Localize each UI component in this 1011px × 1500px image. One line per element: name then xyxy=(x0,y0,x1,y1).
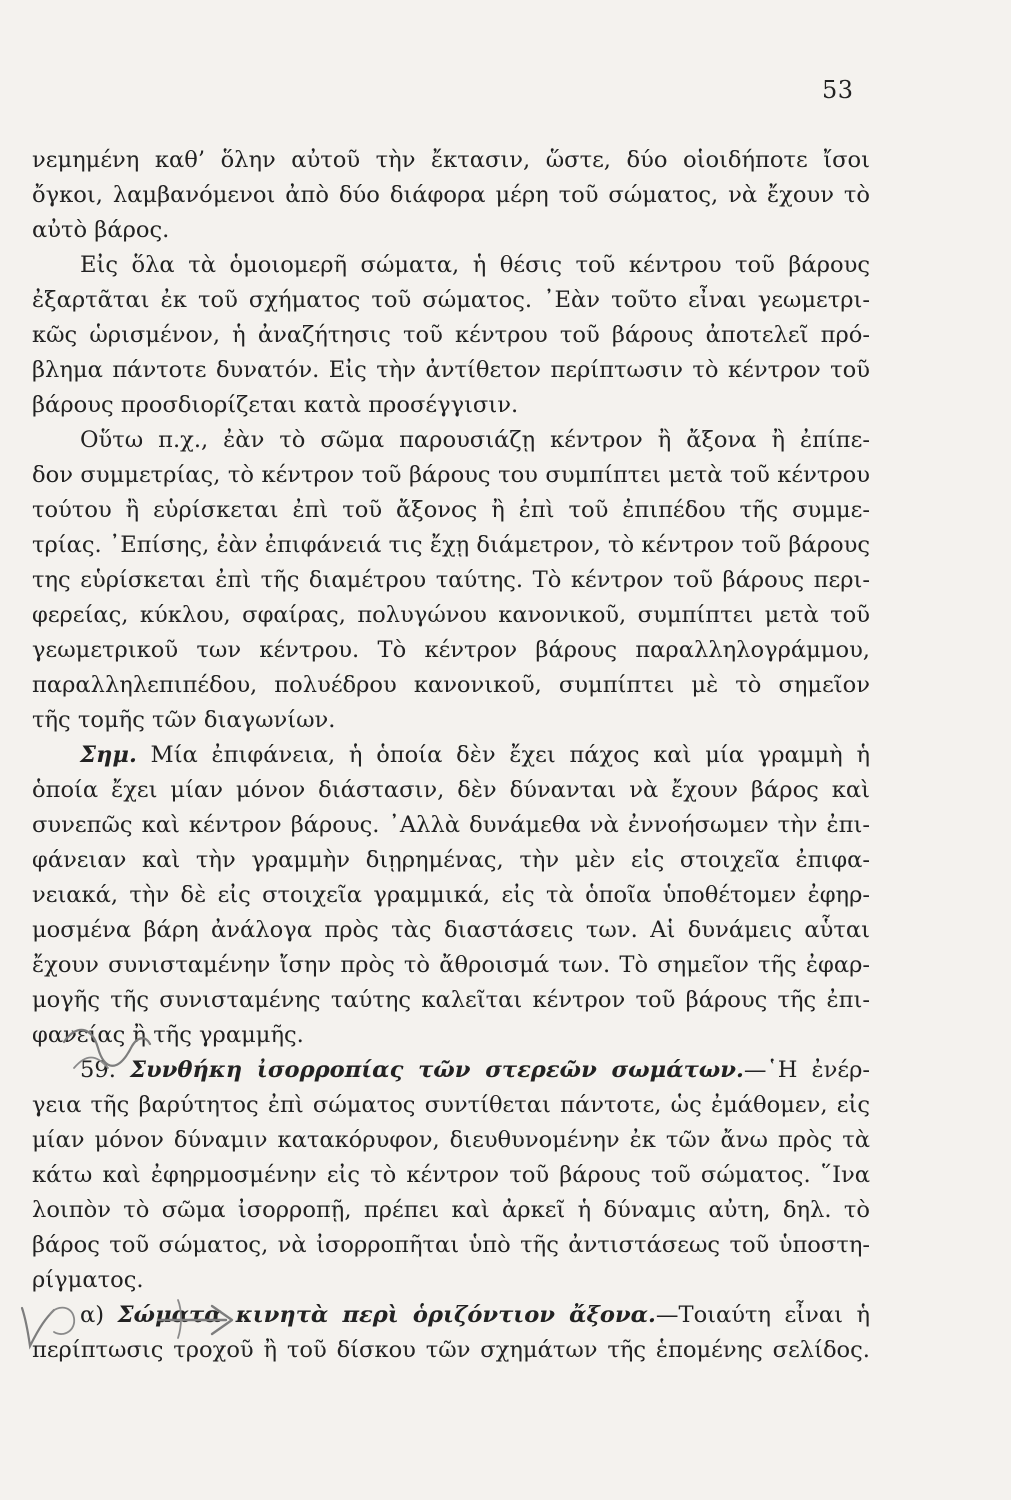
note-label: Σημ. xyxy=(80,742,137,768)
text-line-5: ἐξαρτᾶται ἐκ τοῦ σχήματος τοῦ σώματος. ᾿Εὰν τοῦτο εἶναι γεωμετρι- xyxy=(32,287,870,313)
text-line-7: βλημα πάντοτε δυνατόν. Εἰς τὴν ἀντίθετον περίπτωσιν τὸ κέντρον τοῦ xyxy=(32,357,870,383)
text-line-26: φανείας ἢ τῆς γραμμῆς. xyxy=(32,1022,304,1048)
subsection-number: α) xyxy=(80,1302,118,1328)
text-line-2: ὄγκοι, λαμβανόμενοι ἀπὸ δύο διάφορα μέρη τοῦ σώματος, νὰ ἔχουν τὸ xyxy=(32,182,870,208)
text-line-1: νεμημένη καθ’ ὅλην αὐτοῦ τὴν ἔκτασιν, ὥστε, δύο οἱοιδήποτε ἴσοι xyxy=(32,147,870,173)
subsection-a-line xyxy=(80,1298,870,1332)
section-heading: Συνθήκη ἰσορροπίας τῶν στερεῶν σωμάτων. xyxy=(130,1057,744,1083)
text-line-12: τρίας. ᾿Επίσης, ἐὰν ἐπιφάνειά τις ἔχῃ διάμετρον, τὸ κέντρον τοῦ βάρους xyxy=(32,532,870,558)
text-line-28: γεια τῆς βαρύτητος ἐπὶ σώματος συντίθεται πάντοτε, ὡς ἐμάθομεν, εἰς xyxy=(32,1092,870,1118)
subsection-rest: —Τοιαύτη εἶναι ἡ xyxy=(655,1302,871,1328)
text-line-6: κῶς ὡρισμένον, ἡ ἀναζήτησις τοῦ κέντρου τοῦ βάρους ἀποτελεῖ πρό- xyxy=(32,322,870,348)
text-line-29: μίαν μόνον δύναμιν κατακόρυφον, διευθυνομένην ἐκ τῶν ἄνω πρὸς τὰ xyxy=(32,1127,870,1153)
text-line-16: παραλληλεπιπέδου, πολυέδρου κανονικοῦ, συμπίπτει μὲ τὸ σημεῖον xyxy=(32,672,870,698)
text-line-15: γεωμετρικοῦ των κέντρου. Τὸ κέντρον βάρους παραλληλογράμμου, xyxy=(32,637,870,663)
text-line-9: Οὕτω π.χ., ἐὰν τὸ σῶμα παρουσιάζῃ κέντρον ἢ ἄξονα ἢ ἐπίπε- xyxy=(80,427,870,453)
text-line-13: της εὑρίσκεται ἐπὶ τῆς διαμέτρου ταύτης. Τὸ κέντρον τοῦ βάρους περι- xyxy=(32,567,870,593)
text-line-22: νειακά, τὴν δὲ εἰς στοιχεῖα γραμμικά, εἰς τὰ ὁποῖα ὑποθέτομεν ἐφηρ- xyxy=(32,882,870,908)
text-line-3: αὐτὸ βάρος. xyxy=(32,217,170,243)
text-line-23: μοσμένα βάρη ἀνάλογα πρὸς τὰς διαστάσεις των. Αἱ δυνάμεις αὗται xyxy=(32,917,870,943)
text-line-4: Εἰς ὅλα τὰ ὁμοιομερῆ σώματα, ἡ θέσις τοῦ κέντρου τοῦ βάρους xyxy=(80,252,870,278)
text-line-14: φερείας, κύκλου, σφαίρας, πολυγώνου κανονικοῦ, συμπίπτει μετὰ τοῦ xyxy=(32,602,870,628)
text-line-10: δον συμμετρίας, τὸ κέντρον τοῦ βάρους του συμπίπτει μετὰ τοῦ κέντρου xyxy=(32,462,870,488)
text-line-11: τούτου ἢ εὑρίσκεται ἐπὶ τοῦ ἄξονος ἢ ἐπὶ τοῦ ἐπιπέδου τῆς συμμε- xyxy=(32,497,870,523)
text-line-17: τῆς τομῆς τῶν διαγωνίων. xyxy=(32,707,336,733)
section-59-line xyxy=(80,1053,870,1087)
text-line-20: συνεπῶς καὶ κέντρον βάρους. ᾿Αλλὰ δυνάμεθα νὰ ἐννοήσωμεν τὴν ἐπι- xyxy=(32,812,870,838)
text-line-30: κάτω καὶ ἐφηρμοσμένην εἰς τὸ κέντρον τοῦ βάρους τοῦ σώματος. ῞Ινα xyxy=(32,1162,870,1188)
text-line-8: βάρους προσδιορίζεται κατὰ προσέγγισιν. xyxy=(32,392,519,418)
text-line-31: λοιπὸν τὸ σῶμα ἰσορροπῇ, πρέπει καὶ ἀρκεῖ ἡ δύναμις αὐτη, δηλ. τὸ xyxy=(32,1197,870,1223)
text-line-33: ρίγματος. xyxy=(32,1267,144,1293)
section-number: 59. xyxy=(80,1057,130,1083)
text-line-24: ἔχουν συνισταμένην ἴσην πρὸς τὸ ἄθροισμά των. Τὸ σημεῖον τῆς ἐφαρ- xyxy=(32,952,870,978)
text-line-35: περίπτωσις τροχοῦ ἢ τοῦ δίσκου τῶν σχημάτων τῆς ἑπομένης σελίδος. xyxy=(32,1337,870,1363)
note-line-1-text: Μία ἐπιφάνεια, ἡ ὁποία δὲν ἔχει πάχος καὶ μία γραμμὴ ἡ xyxy=(136,742,870,768)
subsection-label: Σώματα κινητὰ περὶ ὁριζόντιον ἄξονα. xyxy=(117,1302,656,1328)
text-line-21: φάνειαν καὶ τὴν γραμμὴν διῃρημένας, τὴν μὲν εἰς στοιχεῖα ἐπιφα- xyxy=(32,847,870,873)
note-line-1 xyxy=(80,738,870,772)
text-line-19: ὁποία ἔχει μίαν μόνον διάστασιν, δὲν δύνανται νὰ ἔχουν βάρος καὶ xyxy=(32,777,870,803)
text-line-32: βάρος τοῦ σώματος, νὰ ἰσορροπῆται ὑπὸ τῆς ἀντιστάσεως τοῦ ὑποστη- xyxy=(32,1232,870,1258)
section-heading-rest: —῾Η ἐνέρ- xyxy=(743,1057,870,1083)
text-line-25: μογῆς τῆς συνισταμένης ταύτης καλεῖται κέντρον τοῦ βάρους τῆς ἐπι- xyxy=(32,987,870,1013)
page-number: 53 xyxy=(822,76,854,104)
